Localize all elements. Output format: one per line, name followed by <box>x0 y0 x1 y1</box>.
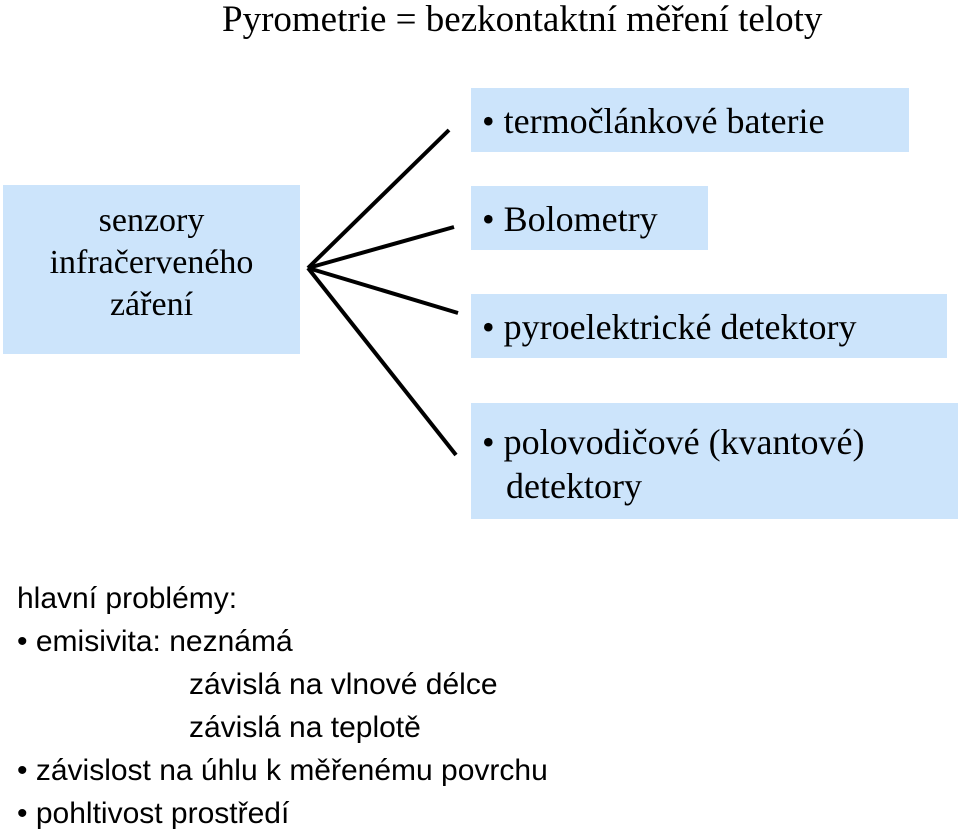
bullet-icon: • <box>17 797 28 830</box>
source-box-line: senzory <box>98 202 205 239</box>
bullet-icon: • <box>482 307 495 347</box>
bullet-icon: • <box>482 101 495 141</box>
category-pyroelektricke-detektory <box>471 294 947 358</box>
bullet-icon: • <box>482 422 495 462</box>
problem-text: pohltivost prostředí <box>35 797 290 830</box>
problems-heading: hlavní problémy: <box>17 582 238 615</box>
connector-line-pyroelektricke <box>308 268 458 313</box>
bullet-icon: • <box>17 754 28 787</box>
problem-item-emisivita <box>17 620 548 663</box>
problems-list <box>17 577 548 835</box>
category-bolometry <box>471 186 708 250</box>
category-polovodicove-detektory <box>471 403 958 519</box>
category-label: polovodičové (kvantové) <box>503 422 865 462</box>
category-label-line2: detektory <box>506 466 642 506</box>
bullet-icon: • <box>482 199 495 239</box>
connector-line-polovodicove <box>308 268 456 455</box>
category-label: Bolometry <box>503 199 658 239</box>
problem-item-uhel <box>17 749 548 792</box>
bullet-icon: • <box>17 625 28 658</box>
category-termoclankove-baterie <box>471 88 909 152</box>
source-box-line: záření <box>109 286 194 323</box>
problem-subitem-vlnova-delka: závislá na vlnové délce <box>189 668 498 701</box>
category-label: termočlánkové baterie <box>503 101 825 141</box>
problem-item-pohltivost <box>17 792 548 835</box>
problem-text: závislost na úhlu k měřenému povrchu <box>35 754 548 787</box>
source-box-line: infračerveného <box>49 244 254 281</box>
page-title: Pyrometrie = bezkontaktní měření teloty <box>222 0 823 40</box>
problem-subitem-teplota: závislá na teplotě <box>189 711 421 744</box>
problem-text: emisivita: neznámá <box>35 625 293 658</box>
category-label: pyroelektrické detektory <box>503 307 857 347</box>
